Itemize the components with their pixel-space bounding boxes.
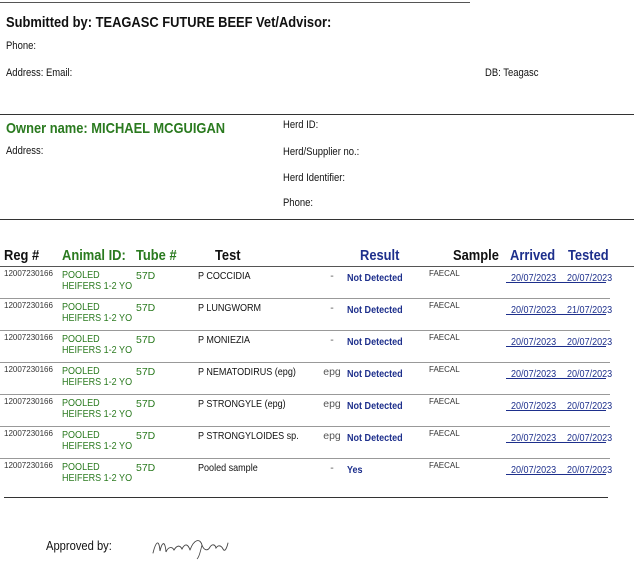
date-underline xyxy=(506,346,606,347)
test-cell: P STRONGYLOIDES sp. xyxy=(198,430,299,442)
owner-top-divider xyxy=(0,114,634,115)
animal-id-cell: POOLED HEIFERS 1-2 YO xyxy=(62,333,133,356)
sample-cell: FAECAL xyxy=(429,333,460,342)
animal-id-cell: POOLED HEIFERS 1-2 YO xyxy=(62,301,133,324)
tube-cell: 57D xyxy=(136,462,156,474)
table-row xyxy=(0,300,634,332)
unit-cell: - xyxy=(330,462,334,474)
tube-cell: 57D xyxy=(136,334,156,346)
herd-identifier-label: Herd Identifier: xyxy=(283,172,346,184)
unit-cell: epg xyxy=(323,430,341,442)
row-divider xyxy=(0,426,610,427)
tube-cell: 57D xyxy=(136,302,156,314)
tested-cell: 21/07/2023 xyxy=(567,304,613,316)
result-cell: Yes xyxy=(347,464,363,476)
date-underline xyxy=(506,282,606,283)
owner-address-label: Address: xyxy=(6,145,44,157)
header-tube: Tube # xyxy=(136,247,177,264)
unit-cell: - xyxy=(330,302,334,314)
row-divider xyxy=(0,394,610,395)
top-divider xyxy=(0,2,470,3)
date-underline xyxy=(506,410,606,411)
date-underline xyxy=(506,378,606,379)
tested-cell: 20/07/2023 xyxy=(567,368,613,380)
header-test: Test xyxy=(215,247,241,264)
unit-cell: - xyxy=(330,270,334,282)
animal-id-cell: POOLED HEIFERS 1-2 YO xyxy=(62,365,133,388)
row-divider xyxy=(0,330,610,331)
submitter-phone-label: Phone: xyxy=(6,40,36,52)
tube-cell: 57D xyxy=(136,430,156,442)
test-cell: P MONIEZIA xyxy=(198,334,251,346)
arrived-cell: 20/07/2023 xyxy=(511,464,557,476)
herd-supplier-label: Herd/Supplier no.: xyxy=(283,146,360,158)
date-underline xyxy=(506,474,606,475)
row-divider xyxy=(0,298,610,299)
approved-by-label: Approved by: xyxy=(46,538,112,553)
tube-cell: 57D xyxy=(136,270,156,282)
reg-cell: 12007230166 xyxy=(4,365,53,374)
table-row xyxy=(0,332,634,364)
test-cell: Pooled sample xyxy=(198,462,258,474)
reg-cell: 12007230166 xyxy=(4,269,53,278)
header-divider xyxy=(0,266,634,267)
unit-cell: epg xyxy=(323,366,341,378)
test-cell: P NEMATODIRUS (epg) xyxy=(198,366,296,378)
tube-cell: 57D xyxy=(136,398,156,410)
reg-cell: 12007230166 xyxy=(4,429,53,438)
header-reg: Reg # xyxy=(4,247,40,264)
arrived-cell: 20/07/2023 xyxy=(511,336,557,348)
reg-cell: 12007230166 xyxy=(4,461,53,470)
sample-cell: FAECAL xyxy=(429,461,460,470)
header-arrived: Arrived xyxy=(510,247,556,264)
signature-image xyxy=(150,533,230,561)
result-cell: Not Detected xyxy=(347,304,403,316)
arrived-cell: 20/07/2023 xyxy=(511,400,557,412)
table-row xyxy=(0,396,634,428)
table-row xyxy=(0,460,634,492)
reg-cell: 12007230166 xyxy=(4,397,53,406)
herd-id-label: Herd ID: xyxy=(283,119,319,131)
arrived-cell: 20/07/2023 xyxy=(511,368,557,380)
result-cell: Not Detected xyxy=(347,272,403,284)
header-tested: Tested xyxy=(568,247,609,264)
result-cell: Not Detected xyxy=(347,368,403,380)
tested-cell: 20/07/2023 xyxy=(567,432,613,444)
sample-cell: FAECAL xyxy=(429,365,460,374)
test-cell: P COCCIDIA xyxy=(198,270,251,282)
row-divider xyxy=(0,362,610,363)
row-divider xyxy=(0,458,610,459)
test-cell: P LUNGWORM xyxy=(198,302,262,314)
result-cell: Not Detected xyxy=(347,336,403,348)
tested-cell: 20/07/2023 xyxy=(567,336,613,348)
table-top-divider xyxy=(0,219,634,220)
tube-cell: 57D xyxy=(136,366,156,378)
date-underline xyxy=(506,442,606,443)
sample-cell: FAECAL xyxy=(429,269,460,278)
header-animal-id: Animal ID: xyxy=(62,247,126,264)
unit-cell: epg xyxy=(323,398,341,410)
sample-cell: FAECAL xyxy=(429,429,460,438)
arrived-cell: 20/07/2023 xyxy=(511,304,557,316)
submitted-by-label: Submitted by: TEAGASC FUTURE BEEF xyxy=(6,14,253,31)
owner-name: Owner name: MICHAEL MCGUIGAN xyxy=(6,120,226,137)
animal-id-cell: POOLED HEIFERS 1-2 YO xyxy=(62,429,133,452)
tested-cell: 20/07/2023 xyxy=(567,464,613,476)
db-label: DB: Teagasc xyxy=(485,67,539,79)
vet-advisor-label: Vet/Advisor: xyxy=(256,14,332,31)
table-row xyxy=(0,268,634,300)
reg-cell: 12007230166 xyxy=(4,301,53,310)
header-sample: Sample xyxy=(453,247,499,264)
header-result: Result xyxy=(360,247,400,264)
tested-cell: 20/07/2023 xyxy=(567,272,613,284)
unit-cell: - xyxy=(330,334,334,346)
result-cell: Not Detected xyxy=(347,400,403,412)
arrived-cell: 20/07/2023 xyxy=(511,432,557,444)
owner-phone-label: Phone: xyxy=(283,197,313,209)
table-bottom-divider xyxy=(4,497,608,498)
table-row xyxy=(0,364,634,396)
reg-cell: 12007230166 xyxy=(4,333,53,342)
result-cell: Not Detected xyxy=(347,432,403,444)
tested-cell: 20/07/2023 xyxy=(567,400,613,412)
animal-id-cell: POOLED HEIFERS 1-2 YO xyxy=(62,269,133,292)
date-underline xyxy=(506,314,606,315)
sample-cell: FAECAL xyxy=(429,301,460,310)
test-cell: P STRONGYLE (epg) xyxy=(198,398,286,410)
animal-id-cell: POOLED HEIFERS 1-2 YO xyxy=(62,461,133,484)
sample-cell: FAECAL xyxy=(429,397,460,406)
submitter-address-email-label: Address: Email: xyxy=(6,67,73,79)
animal-id-cell: POOLED HEIFERS 1-2 YO xyxy=(62,397,133,420)
table-row xyxy=(0,428,634,460)
arrived-cell: 20/07/2023 xyxy=(511,272,557,284)
